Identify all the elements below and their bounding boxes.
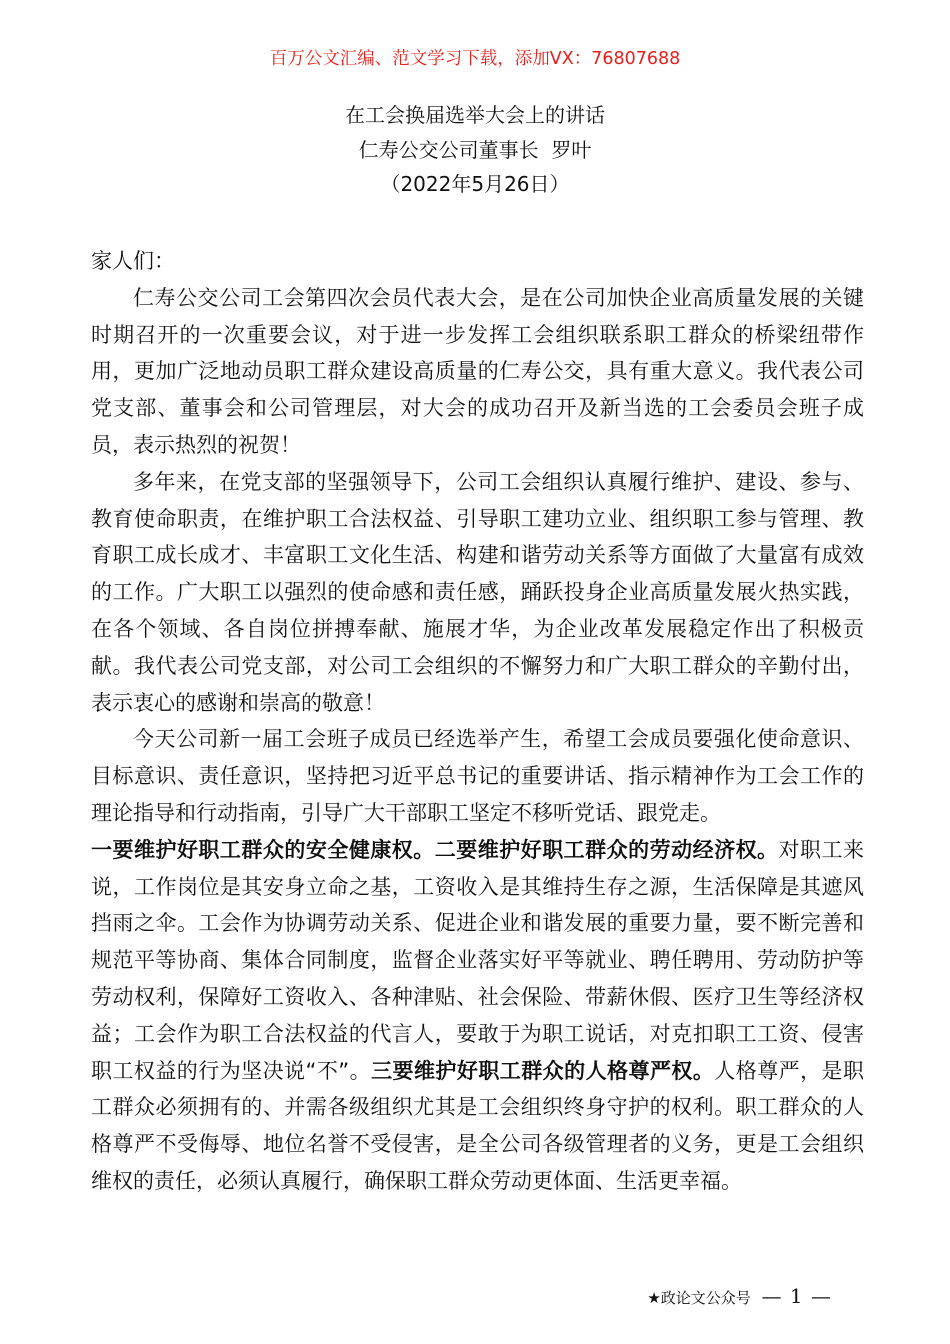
- paragraph-1: 仁寿公交公司工会第四次会员代表大会，是在公司加快企业高质量发展的关键时期召开的一次重要会议，对于进一步发挥工会组织联系职工群众的桥梁纽带作用，更加广泛地动员职工群众建设高质量的仁寿公交，具有重大意义。我代表公司党支部、董事会和公司管理层，对大会的成功召开及新当选的工会委员会班子成员，表示热烈的祝贺！: [91, 285, 864, 457]
- speech-author: 仁寿公交公司董事长 罗叶: [358, 137, 592, 162]
- point-3-heading: 三要维护好职工群众的人格尊严权。: [371, 1058, 715, 1083]
- paragraph-4: [91, 832, 864, 1200]
- page-number: — 1 —: [761, 1284, 832, 1308]
- speech-title: 在工会换届选举大会上的讲话: [345, 103, 605, 127]
- speech-body: [91, 243, 864, 1200]
- point-1-2-heading: 一要维护好职工群众的安全健康权。二要维护好职工群众的劳动经济权。: [91, 837, 779, 862]
- point-3-text: 人格尊严，是职工群众必须拥有的、并需各级组织尤其是工会组织终身守护的权利。职工群众的人格尊严不受侮辱、地位名誉不受侵害，是全公司各级管理者的义务，更是工会组织维权的责任，必须认真履行，确保职工群众劳动更体面、生活更幸福。: [91, 1058, 865, 1193]
- paragraph-3: 今天公司新一届工会班子成员已经选举产生，希望工会成员要强化使命意识、目标意识、责任意识，坚持把习近平总书记的重要讲话、指示精神作为工会工作的理论指导和行动指南，引导广大干部职工坚定不移听党话、跟党走。: [91, 727, 864, 825]
- point-1-2-text: 对职工来说，工作岗位是其安身立命之基，工资收入是其维持生存之源，生活保障是其遮风挡雨之伞。工会作为协调劳动关系、促进企业和谐发展的重要力量，要不断完善和规范平等协商、集体合同制度，监督企业落实好平等就业、聘任聘用、劳动防护等劳动权利，保障好工资收入、各种津贴、社会保险、带薪休假、医疗卫生等经济权益；工会作为职工合法权益的代言人，要敢于为职工说话，对克扣职工工资、侵害职工权益的行为坚决说“不”。: [91, 837, 865, 1083]
- banner-text: 百万公文汇编、范文学习下载，添加VX：76807688: [269, 49, 681, 69]
- download-banner: [0, 46, 950, 72]
- paragraph-2: 多年来，在党支部的坚强领导下，公司工会组织认真履行维护、建设、参与、教育使命职责，在维护职工合法权益、引导职工建功立业、组织职工参与管理、教育职工成长成才、丰富职工文化生活、构建和谐劳动关系等方面做了大量富有成效的工作。广大职工以强烈的使命感和责任感，踊跃投身企业高质量发展火热实践，在各个领域、各自岗位拼搏奉献、施展才华，为企业改革发展稳定作出了积极贡献。我代表公司党支部，对公司工会组织的不懈努力和广大职工群众的辛勤付出，表示衷心的感谢和崇高的敬意！: [91, 469, 864, 715]
- speech-header: [0, 98, 950, 202]
- greeting: 家人们：: [91, 249, 175, 273]
- page-footer: [647, 1281, 832, 1313]
- footer-source: ★政论文公众号: [647, 1289, 751, 1307]
- speech-date: （2022年5月26日）: [380, 172, 570, 196]
